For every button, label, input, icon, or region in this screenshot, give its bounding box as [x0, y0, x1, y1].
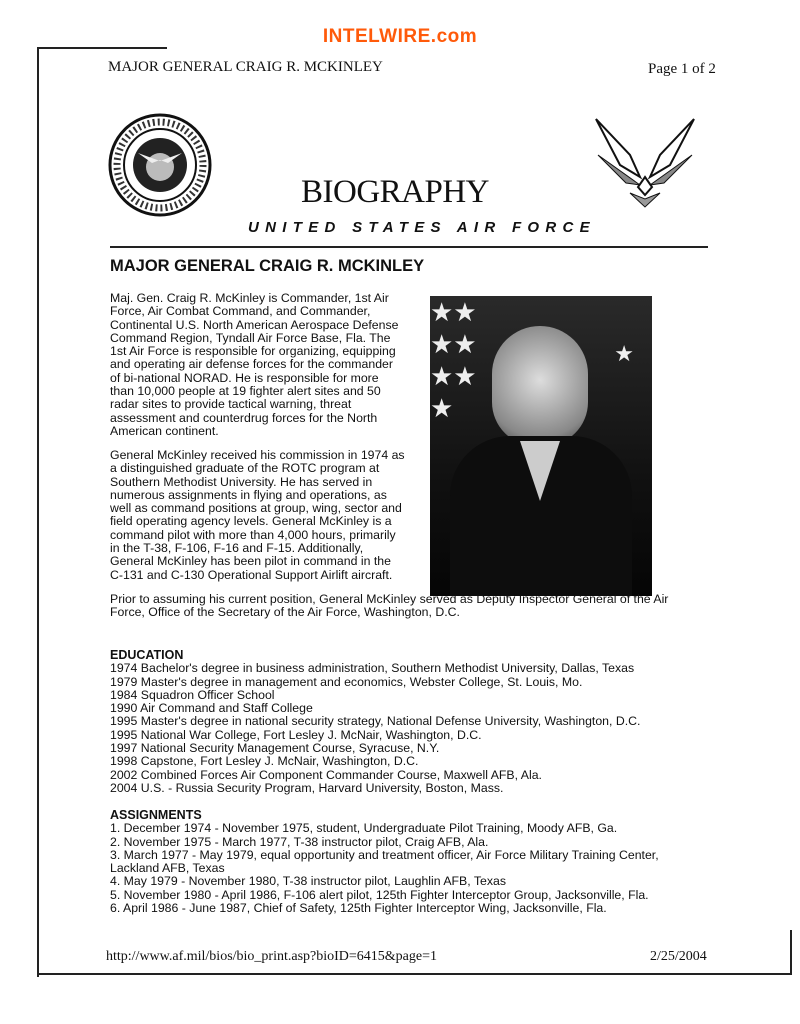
assignments-section [110, 809, 710, 915]
assignments-item: 1. December 1974 - November 1975, student, Undergraduate Pilot Training, Moody AFB, Ga. [110, 821, 618, 836]
education-item: 1997 National Security Management Course, Syracuse, N.Y. [110, 741, 440, 756]
subtitle: UNITED STATES AIR FORCE [248, 219, 596, 236]
page-border-right [790, 930, 792, 975]
education-item: 1995 Master's degree in national security strategy, National Defense University, Washington, D.C. [110, 714, 641, 729]
education-item: 1995 National War College, Fort Lesley J. McNair, Washington, D.C. [110, 727, 482, 742]
education-section [110, 649, 640, 795]
assignments-item: 4. May 1979 - November 1980, T-38 instructor pilot, Laughlin AFB, Texas [110, 874, 506, 889]
header-rule [110, 246, 708, 248]
assignments-item: 2. November 1975 - March 1977, T-38 instructor pilot, Craig AFB, Ala. [110, 834, 489, 849]
bio-paragraph-3: Prior to assuming his current position, General McKinley served as Deputy Inspector General of the Air Force, Office of the Secretary of the Air Force, Washington, D.C. [110, 592, 669, 620]
biography-title: BIOGRAPHY [300, 174, 490, 210]
assignments-item: 3. March 1977 - May 1979, equal opportunity and treatment officer, Air Force Military Training Center, Lackland AFB, Texas [110, 847, 659, 876]
bio-paragraph-2: General McKinley received his commission in 1974 as a distinguished graduate of the ROTC program at Southern Methodist University. He has served in numerous assignments in flying and operations, as well as command positions at group, wing, sector and field operating agency levels. General McKinley is a command pilot with more than 4,000 hours, primarily in the T-38, F-106, F-16 and F-15. Additionally, General McKinley has been pilot in command in the C-131 and C-130 Operational Support Airlift aircraft. [110, 448, 405, 582]
education-item: 1990 Air Command and Staff College [110, 701, 313, 716]
page-number: Page 1 of 2 [648, 61, 716, 77]
education-item: 1998 Capstone, Fort Lesley J. McNair, Washington, D.C. [110, 754, 419, 769]
footer-date: 2/25/2004 [650, 949, 707, 964]
education-list [110, 662, 640, 795]
education-item: 2002 Combined Forces Air Component Commander Course, Maxwell AFB, Ala. [110, 767, 542, 782]
intelwire-watermark: INTELWIRE.com [322, 26, 478, 47]
bio-paragraph-1: Maj. Gen. Craig R. McKinley is Commander, 1st Air Force, Air Combat Command, and Commander, Continental U.S. North American Aerospace Defense Command Region, Tyndall Air Force Base, Fla. The 1st Air Force is responsible for organizing, equipping and operating air defense forces for the commander of bi-national NORAD. He is responsible for more than 10,000 people at 19 fighter alert sites and 50 radar sites to provide tactical warning, threat assessment and counterdrug forces for the North American continent. [110, 291, 399, 438]
page-border-bottom [37, 973, 792, 975]
education-item: 2004 U.S. - Russia Security Program, Harvard University, Boston, Mass. [110, 780, 504, 795]
assignments-list [110, 822, 710, 915]
education-heading: EDUCATION [110, 648, 184, 662]
air-force-wings-icon [590, 115, 700, 215]
footer-url[interactable]: http://www.af.mil/bios/bio_print.asp?bioID=6415&page=1 [106, 949, 438, 964]
portrait-photo: ★★ ★★ ★★ ★ ★ [430, 296, 652, 596]
bio-name-heading: MAJOR GENERAL CRAIG R. MCKINLEY [110, 257, 425, 275]
header-title: MAJOR GENERAL CRAIG R. MCKINLEY [108, 59, 383, 75]
assignments-item: 6. April 1986 - June 1987, Chief of Safety, 125th Fighter Interceptor Wing, Jacksonville, Fla. [110, 901, 607, 916]
assignments-item: 5. November 1980 - April 1986, F-106 alert pilot, 125th Fighter Interceptor Group, Jacksonville, Fla. [110, 887, 649, 902]
education-item: 1974 Bachelor's degree in business administration, Southern Methodist University, Dallas, Texas [110, 661, 635, 676]
education-item: 1984 Squadron Officer School [110, 687, 275, 702]
page-border-top [37, 47, 167, 49]
assignments-heading: ASSIGNMENTS [110, 808, 202, 822]
education-item: 1979 Master's degree in management and economics, Webster College, St. Louis, Mo. [110, 674, 583, 689]
